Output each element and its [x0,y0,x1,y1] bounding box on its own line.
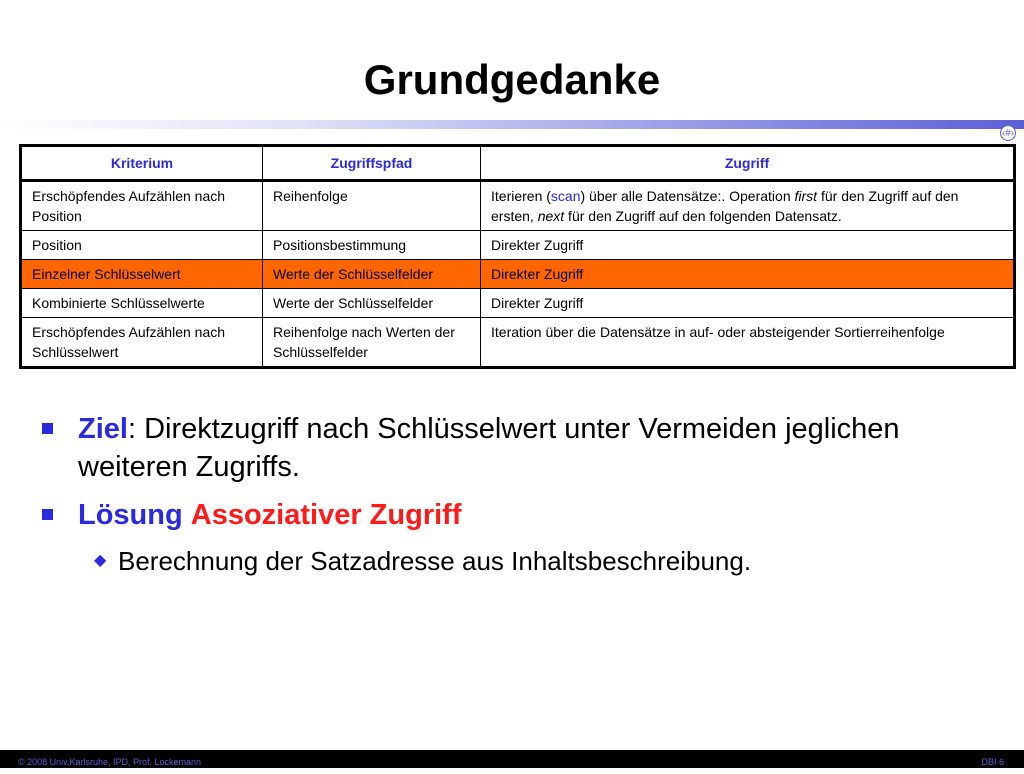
table-cell: Direkter Zugriff [481,289,1015,318]
footer-page-label: DBI 6 [981,757,1004,767]
footer-bar [0,750,1024,768]
table-cell: Direkter Zugriff [481,231,1015,260]
table-cell: Positionsbestimmung [263,231,481,260]
square-bullet-icon [42,423,53,434]
table-row [21,289,1015,318]
table-cell: Werte der Schlüsselfelder [263,260,481,289]
header-zugriff: Zugriff [481,146,1015,181]
ziel-text: : Direktzugriff nach Schlüsselwert unter Vermeiden jeglichen weiteren Zugriffs. [78,413,900,483]
sub-bullet [38,544,938,578]
criteria-table [19,144,1016,369]
scan-term: scan [550,188,581,204]
table-cell: Einzelner Schlüsselwert [21,260,263,289]
loesung-value: Assoziativer Zugriff [190,499,462,531]
table-cell: Werte der Schlüsselfelder [263,289,481,318]
sub-bullet-text: Berechnung der Satzadresse aus Inhaltsbeschreibung. [118,546,752,576]
header-zugriffspfad: Zugriffspfad [263,146,481,181]
table-cell: Erschöpfendes Aufzählen nach Position [21,181,263,231]
square-bullet-icon [42,509,53,520]
cell-text: Iterieren ( [491,188,551,204]
table-cell: Kombinierte Schlüsselwerte [21,289,263,318]
table-cell [481,181,1015,231]
table-cell: Iteration über die Datensätze in auf- oder absteigender Sortierreihenfolge [481,318,1015,368]
table-header-row [21,146,1015,181]
table-row [21,231,1015,260]
slide-title: Grundgedanke [363,56,661,103]
first-term: first [794,188,818,204]
cell-text: für den Zugriff auf den ersten, [491,188,959,224]
table-cell: Position [21,231,263,260]
diamond-bullet-icon: ◆ [94,552,107,569]
title-underline-bar [0,120,1024,129]
bullet-list [38,410,938,578]
table-cell: Reihenfolge nach Werten der Schlüsselfelder [263,318,481,368]
header-kriterium: Kriterium [21,146,263,181]
slide-number-icon[interactable]: ‹#› [1000,125,1016,141]
bullet-ziel [38,410,938,486]
table-row [21,318,1015,368]
loesung-label: Lösung [78,499,183,531]
table-cell: Direkter Zugriff [481,260,1015,289]
ziel-label: Ziel [78,413,128,445]
cell-text: für den Zugriff auf den folgenden Datensatz. [564,208,842,224]
cell-text: ) über alle Datensätze:. Operation [580,188,795,204]
bullet-loesung [38,496,938,534]
next-term: next [537,208,565,224]
table-row-highlighted [21,260,1015,289]
table-row [21,181,1015,231]
footer-copyright: © 2008 Univ,Karlsruhe, IPD, Prof. Lockemann [18,757,202,767]
table-cell: Erschöpfendes Aufzählen nach Schlüsselwert [21,318,263,368]
table-cell: Reihenfolge [263,181,481,231]
